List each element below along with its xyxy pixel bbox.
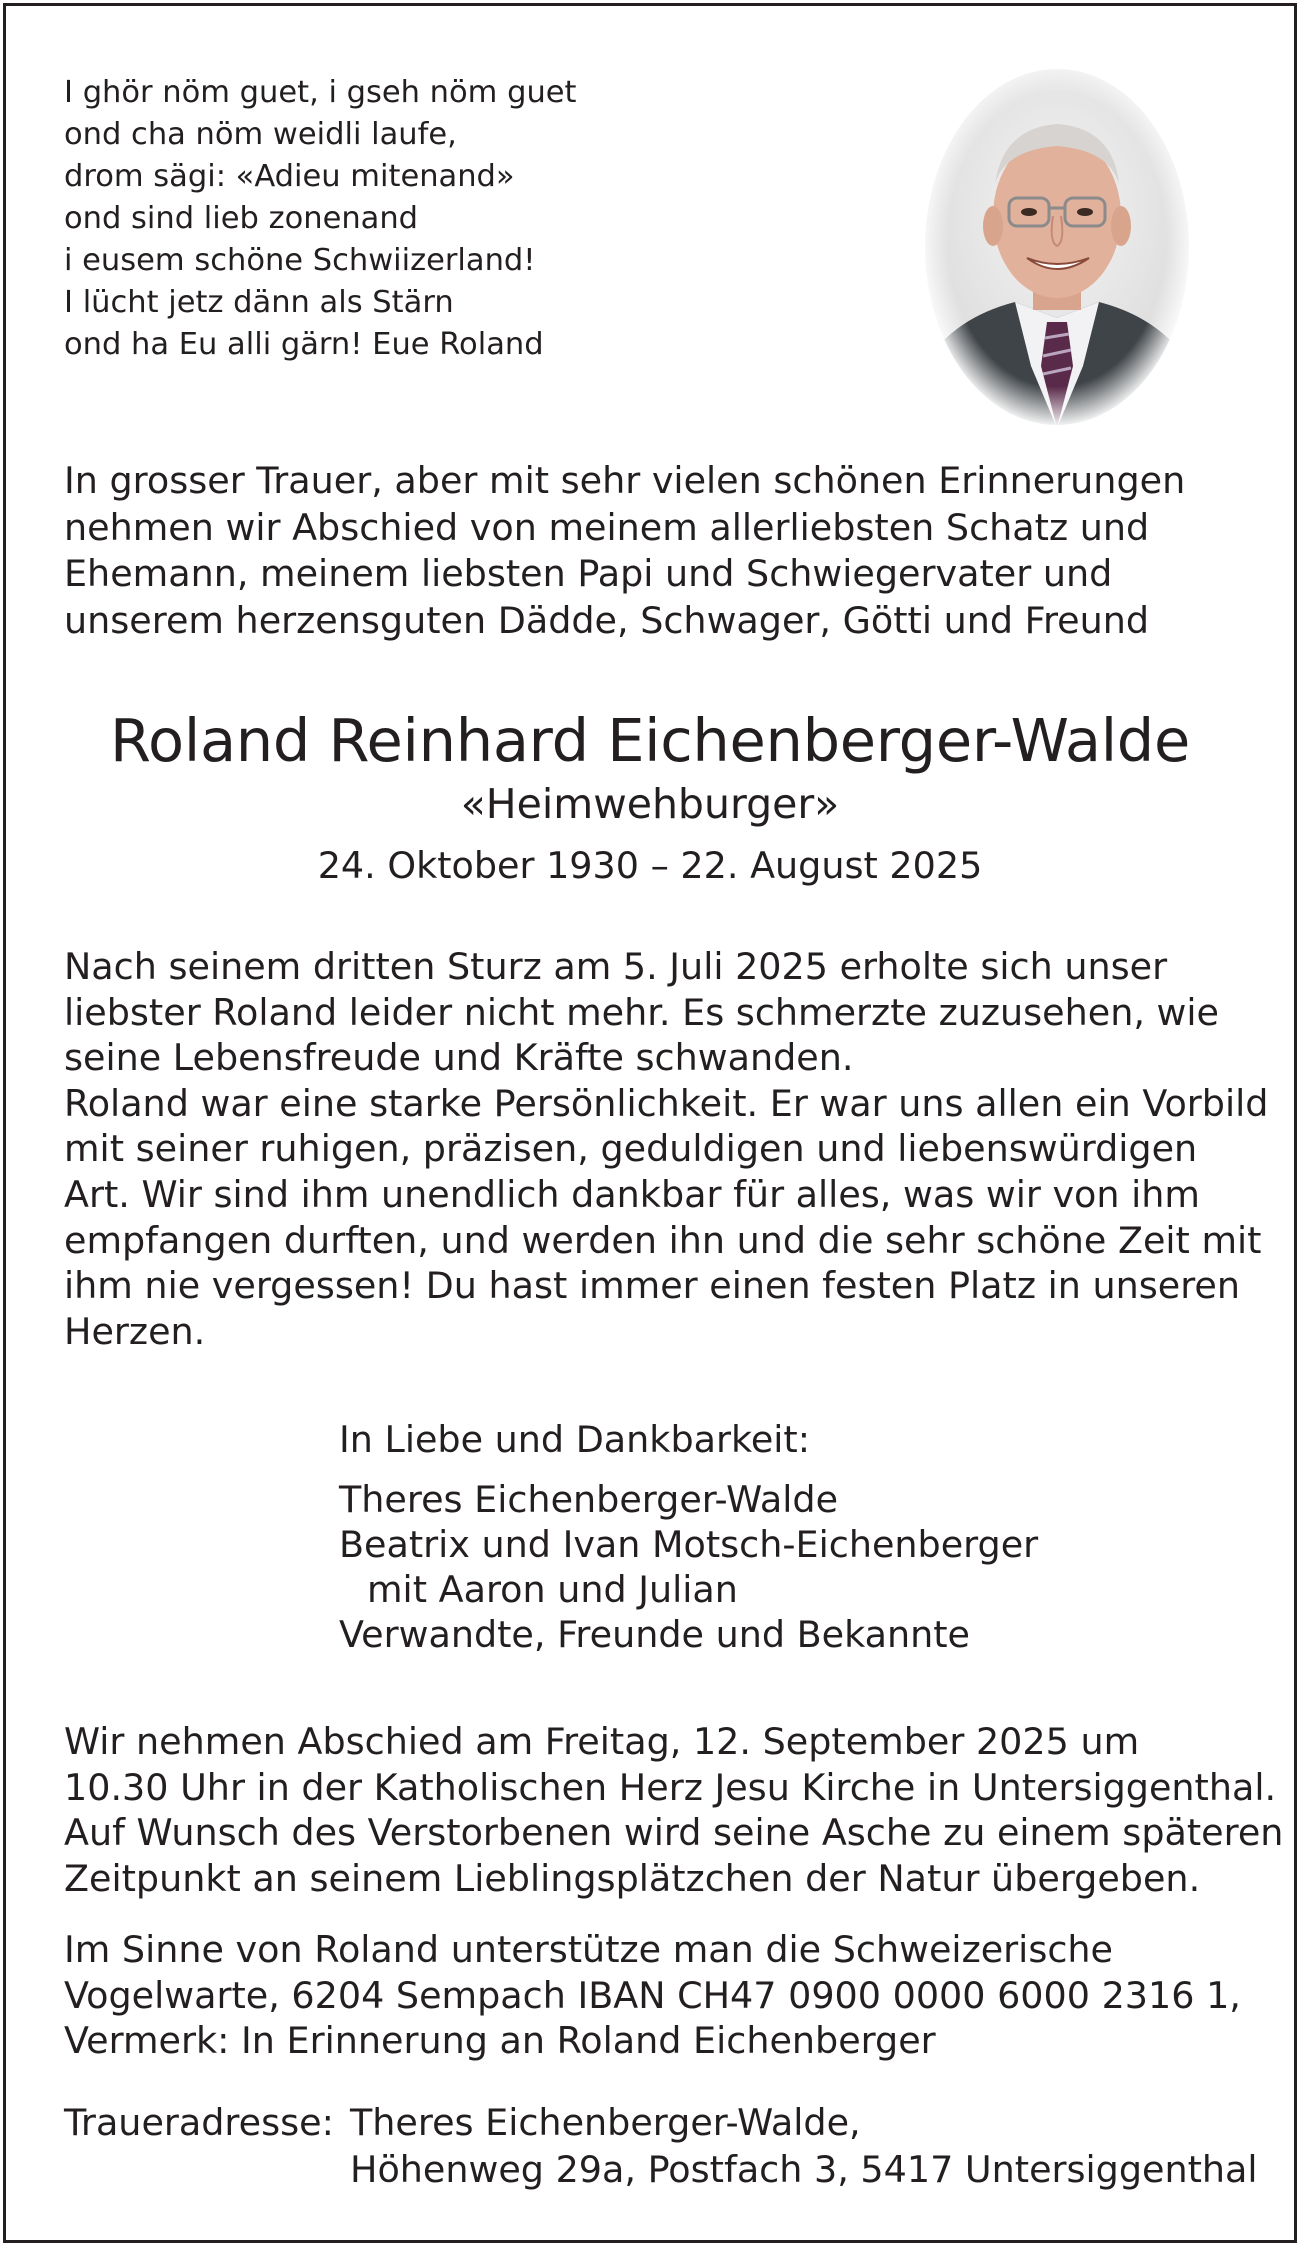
intro-line: nehmen wir Abschied von meinem allerliebsten Schatz und [64, 505, 1150, 549]
donation-line: Vogelwarte, 6204 Sempach IBAN CH47 0900 0000 6000 2316 1, [64, 1973, 1241, 2017]
deceased-name: Roland Reinhard Eichenberger-Walde [110, 706, 1190, 775]
poem-line: drom sägi: «Adieu mitenand» [64, 159, 515, 194]
address-line: Höhenweg 29a, Postfach 3, 5417 Untersiggenthal [350, 2148, 1258, 2191]
address-line: Theres Eichenberger-Walde, [350, 2101, 861, 2144]
poem-line: ond cha nöm weidli laufe, [64, 117, 457, 152]
poem-line: i eusem schöne Schwiizerland! [64, 243, 536, 278]
mourner-name: Beatrix und Ivan Motsch-Eichenberger [339, 1523, 1039, 1566]
poem-line: ond ha Eu alli gärn! Eue Roland [64, 327, 544, 362]
mourner-name: mit Aaron und Julian [367, 1568, 738, 1611]
deceased-nickname: «Heimwehburger» [460, 780, 840, 828]
obituary-card [3, 3, 1297, 2243]
service-line: Wir nehmen Abschied am Freitag, 12. September 2025 um [64, 1720, 1140, 1763]
body-line: Nach seinem dritten Sturz am 5. Juli 2025 erholte sich unser [64, 945, 1168, 988]
mourner-name: Theres Eichenberger-Walde [339, 1478, 839, 1521]
donation-paragraph [64, 1927, 1241, 2064]
intro-line: unserem herzensguten Dädde, Schwager, Götti und Freund [64, 598, 1150, 642]
body-line: ihm nie vergessen! Du hast immer einen festen Platz in unseren [64, 1264, 1241, 1308]
mourner-name: Verwandte, Freunde und Bekannte [339, 1613, 971, 1656]
poem-line: I ghör nöm guet, i gseh nöm guet [64, 75, 577, 110]
portrait-photo [923, 66, 1191, 428]
intro-line: Ehemann, meinem liebsten Papi und Schwiegervater und [64, 552, 1113, 595]
donation-line: Im Sinne von Roland unterstütze man die Schweizerische [64, 1928, 1114, 1971]
body-line: Herzen. [64, 1309, 206, 1353]
poem-line: I lücht jetz dänn als Stärn [64, 285, 454, 320]
body-line: seine Lebensfreude und Kräfte schwanden. [64, 1036, 854, 1080]
signoff [339, 1417, 1038, 1657]
service-paragraph [64, 1719, 1283, 1901]
service-line: Zeitpunkt an seinem Lieblingsplätzchen der Natur übergeben. [64, 1856, 1201, 1900]
body-paragraph [64, 944, 1268, 1354]
service-line: Auf Wunsch des Verstorbenen wird seine Asche zu einem späteren [64, 1811, 1284, 1854]
intro-line: In grosser Trauer, aber mit sehr vielen schönen Erinnerungen [64, 459, 1186, 502]
intro-paragraph [64, 458, 1185, 644]
signoff-heading: In Liebe und Dankbarkeit: [339, 1418, 811, 1461]
body-line: liebster Roland leider nicht mehr. Es schmerzte zuzusehen, wie [64, 990, 1220, 1034]
body-line: mit seiner ruhigen, präzisen, geduldigen und liebenswürdigen [64, 1127, 1198, 1171]
body-line: Art. Wir sind ihm unendlich dankbar für alles, was wir von ihm [64, 1172, 1200, 1216]
life-dates: 24. Oktober 1930 – 22. August 2025 [317, 844, 983, 887]
body-line: Roland war eine starke Persönlichkeit. Er war uns allen ein Vorbild [64, 1081, 1269, 1125]
poem [64, 72, 577, 366]
donation-line: Vermerk: In Erinnerung an Roland Eichenberger [64, 2019, 936, 2062]
poem-line: ond sind lieb zonenand [64, 201, 419, 236]
service-line: 10.30 Uhr in der Katholischen Herz Jesu Kirche in Untersiggenthal. [64, 1765, 1277, 1809]
body-line: empfangen durften, und werden ihn und die sehr schöne Zeit mit [64, 1218, 1262, 1262]
address-label: Traueradresse: [64, 2101, 334, 2144]
